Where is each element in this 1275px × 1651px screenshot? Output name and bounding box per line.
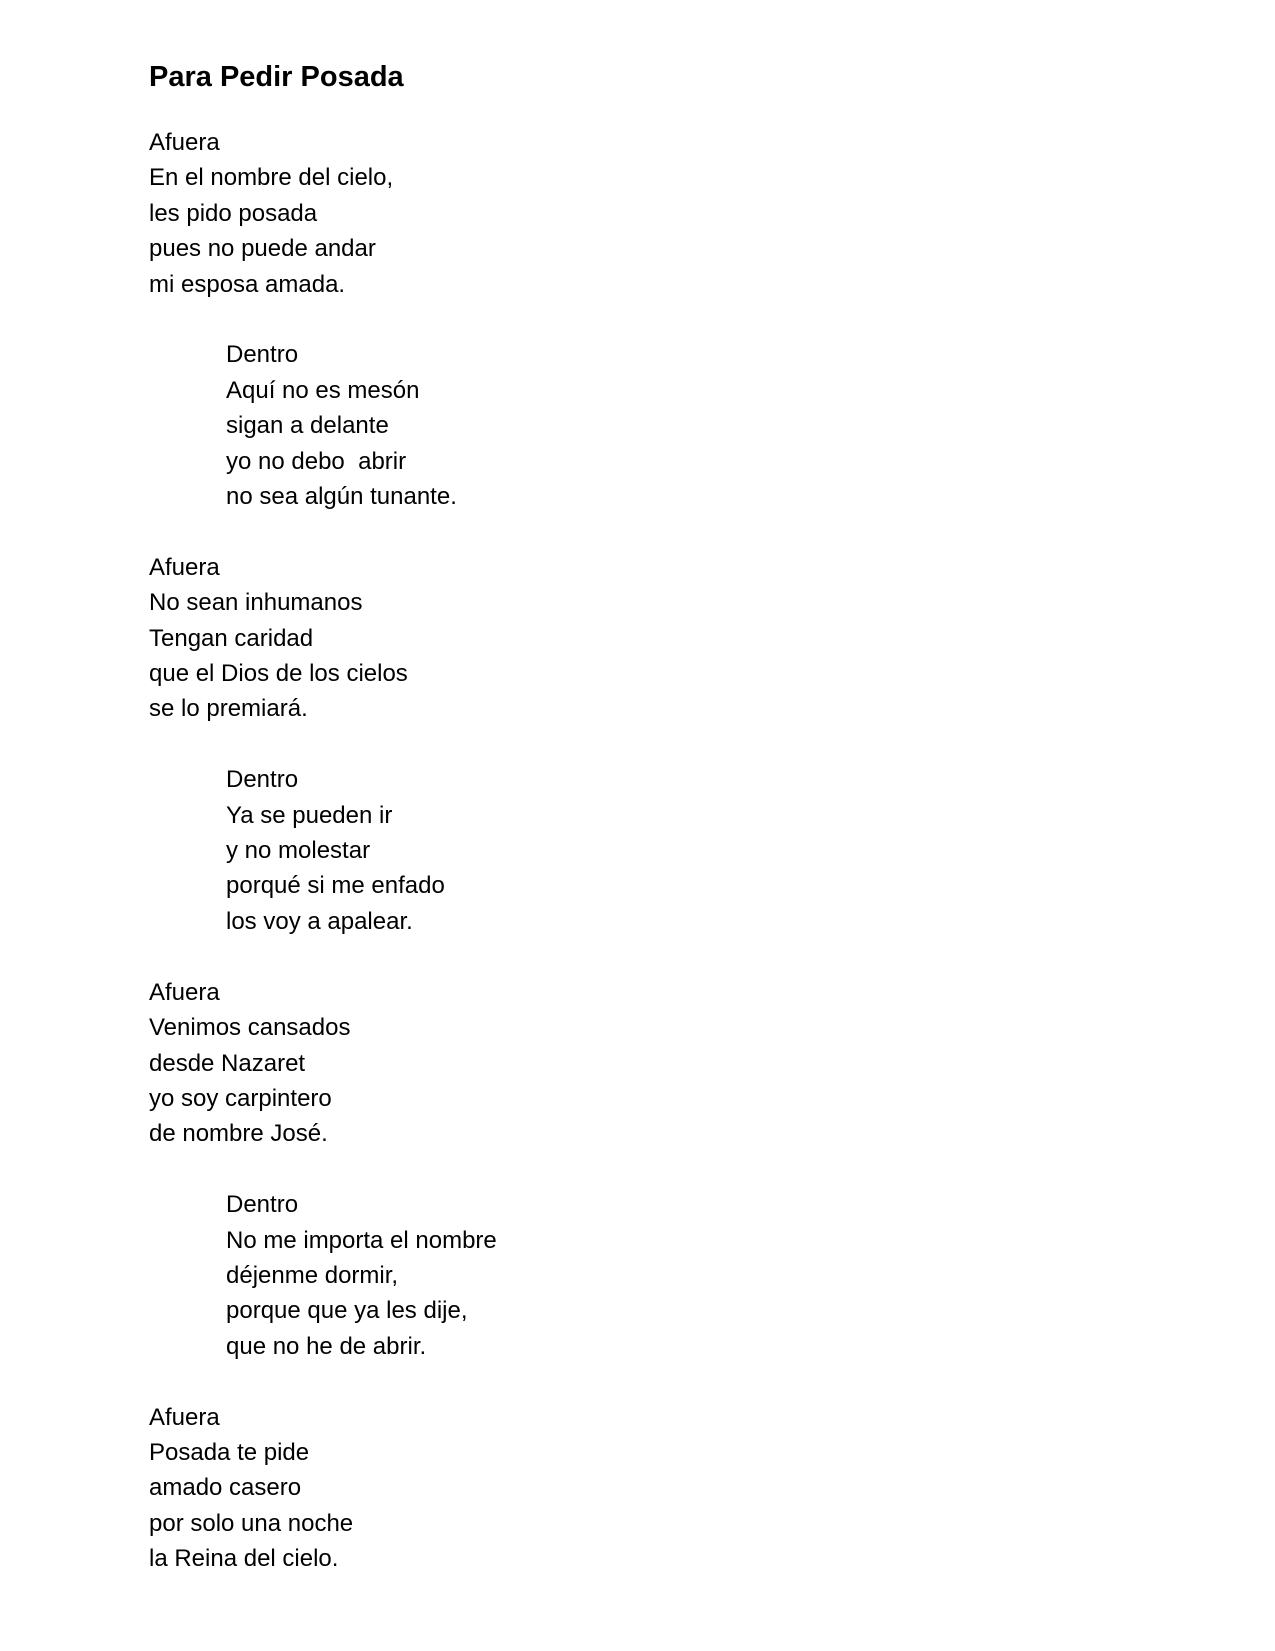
stanza-afuera-1: [149, 125, 1155, 302]
stanza-line: no sea algún tunante.: [226, 483, 457, 511]
stanza-line: yo soy carpintero: [149, 1084, 332, 1112]
stanza-dentro-2: [149, 762, 1155, 939]
stanza-speaker: Afuera: [149, 553, 220, 581]
stanza-line: amado casero: [149, 1474, 302, 1502]
stanza-speaker: Dentro: [226, 766, 299, 794]
stanza-line: En el nombre del cielo,: [149, 164, 394, 192]
stanza-line: que el Dios de los cielos: [149, 660, 408, 688]
stanza-afuera-4: [149, 1400, 1155, 1577]
stanza-line: No me importa el nombre: [226, 1226, 497, 1254]
stanza-line: Ya se pueden ir: [226, 801, 393, 829]
stanza-line: desde Nazaret: [149, 1049, 306, 1077]
stanza-line: la Reina del cielo.: [149, 1545, 339, 1573]
stanza-line: los voy a apalear.: [226, 907, 413, 935]
stanza-line: y no molestar: [226, 837, 371, 865]
stanza-line: por solo una noche: [149, 1509, 354, 1537]
stanza-line: sigan a delante: [226, 412, 389, 440]
stanza-line: No sean inhumanos: [149, 589, 363, 617]
stanza-line: Aquí no es mesón: [226, 376, 420, 404]
page-title: Para Pedir Posada: [149, 61, 404, 93]
stanza-afuera-2: [149, 550, 1155, 727]
stanza-speaker: Afuera: [149, 129, 220, 156]
stanza-line: pues no puede andar: [149, 235, 376, 263]
stanza-speaker: Dentro: [226, 341, 299, 369]
stanza-line: que no he de abrir.: [226, 1332, 427, 1360]
stanza-line: yo no debo abrir: [226, 447, 407, 475]
stanza-speaker: Dentro: [226, 1191, 299, 1219]
stanza-line: porque que ya les dije,: [226, 1297, 468, 1325]
stanza-speaker: Afuera: [149, 1403, 220, 1431]
stanza-line: de nombre José.: [149, 1120, 328, 1148]
stanza-line: Tengan caridad: [149, 624, 314, 652]
stanza-line: porqué si me enfado: [226, 872, 445, 900]
stanza-line: Venimos cansados: [149, 1014, 351, 1042]
stanza-line: déjenme dormir,: [226, 1261, 399, 1289]
stanza-line: Posada te pide: [149, 1438, 310, 1466]
stanza-line: les pido posada: [149, 199, 318, 227]
stanza-line: se lo premiará.: [149, 695, 308, 723]
stanza-afuera-3: [149, 975, 1155, 1152]
stanza-line: mi esposa amada.: [149, 270, 346, 298]
stanza-dentro-1: [149, 337, 1155, 514]
stanza-dentro-3: [149, 1187, 1155, 1364]
stanza-speaker: Afuera: [149, 978, 220, 1006]
